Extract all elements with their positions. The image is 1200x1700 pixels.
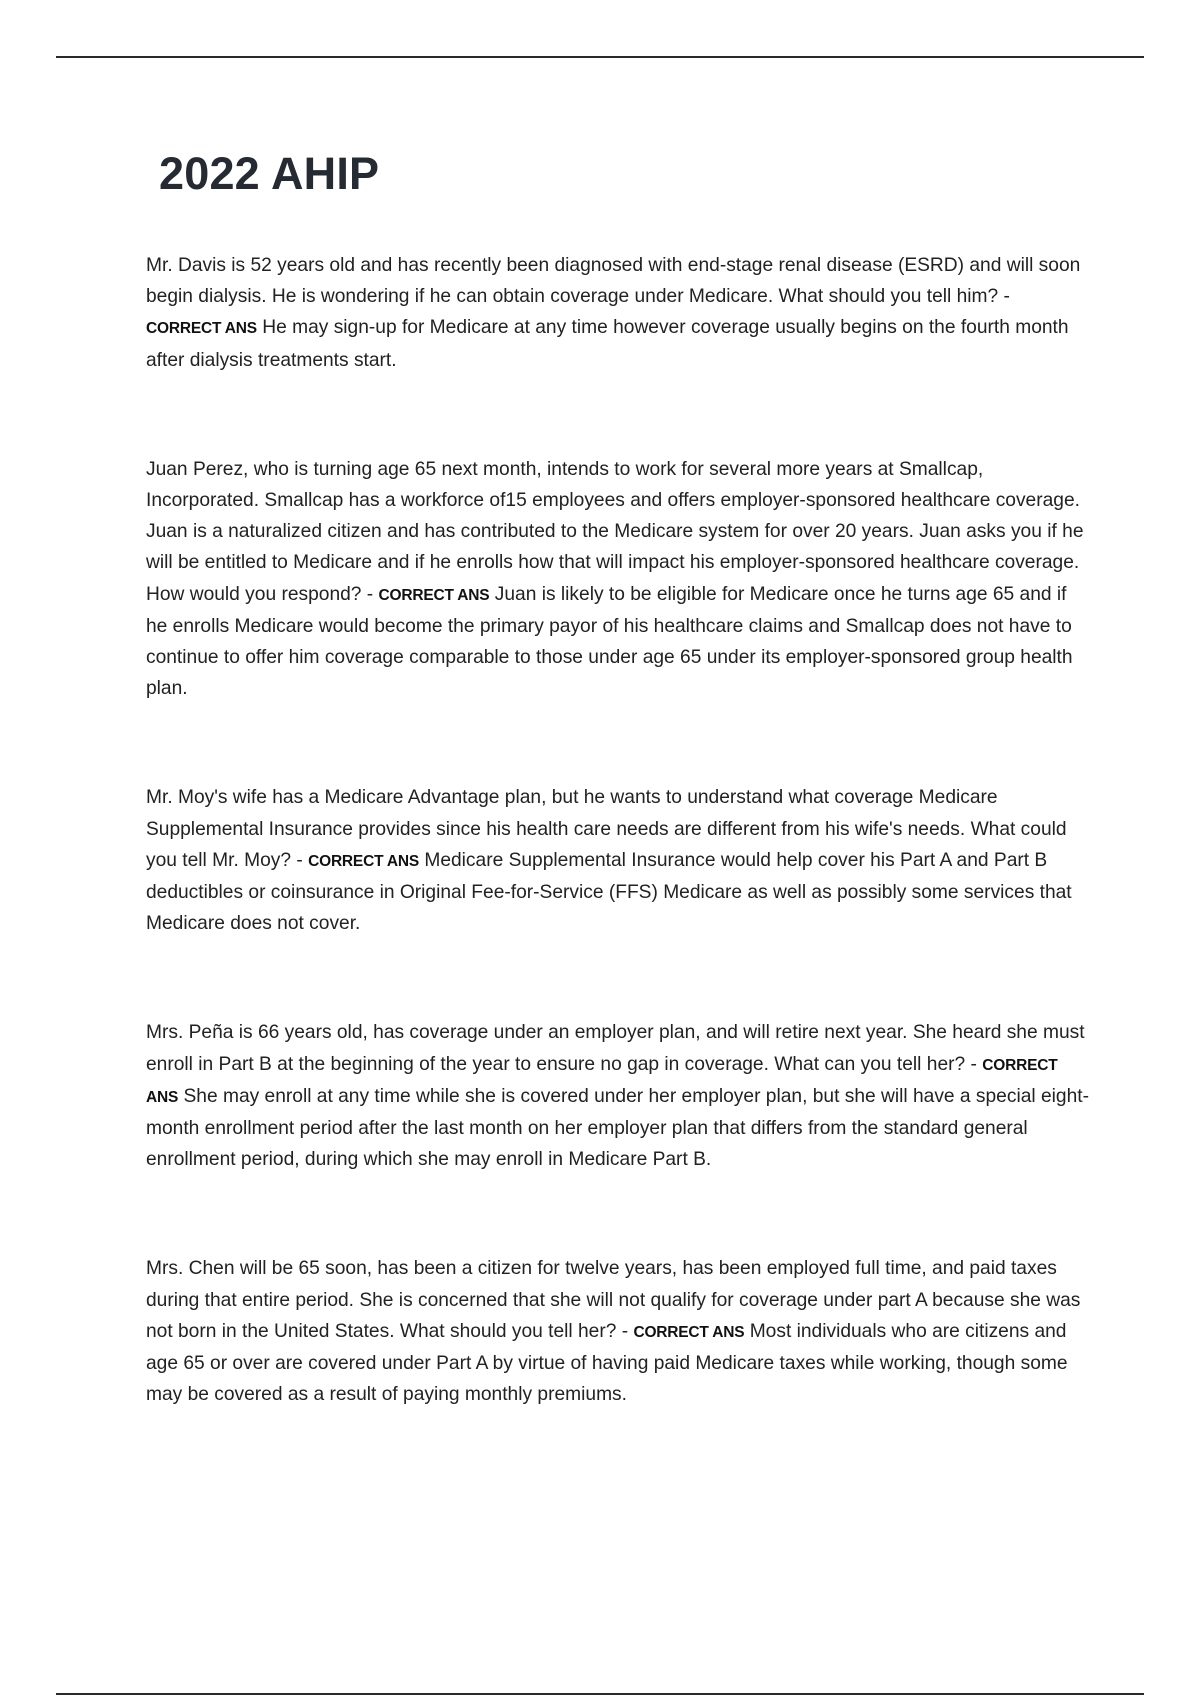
qa-item-2 (146, 454, 1090, 705)
question-text: Mrs. Chen will be 65 soon, has been a citizen for twelve years, has been employed full time, and paid taxes during that entire period. She is concerned that she will not qualify for coverage under part A because she was not born in the United States. What should you tell her? - (146, 1258, 1081, 1342)
question-text: Mr. Moy's wife has a Medicare Advantage plan, but he wants to understand what coverage Medicare Supplemental Insurance provides since his health care needs are different from his wife's needs. What could you tell Mr. Moy? - (146, 787, 1067, 871)
question-text: Mr. Davis is 52 years old and has recently been diagnosed with end-stage renal disease (ESRD) and will soon begin dialysis. He is wondering if he can obtain coverage under Medicare. What should you tell him? - (146, 255, 1081, 308)
correct-answer-label: CORRECT ANS (308, 852, 419, 870)
qa-item-1 (146, 250, 1090, 376)
question-text: Mrs. Peña is 66 years old, has coverage under an employer plan, and will retire next year. She heard she must enroll in Part B at the beginning of the year to ensure no gap in coverage. What can you tell her? - (146, 1022, 1085, 1075)
qa-item-4 (146, 1017, 1090, 1175)
answer-text: Medicare Supplemental Insurance would help cover his Part A and Part B deductibles or coinsurance in Original Fee-for-Service (FFS) Medicare as well as possibly some services that Medicare does not cover. (146, 849, 1072, 935)
top-divider (56, 56, 1144, 58)
document-title: 2022 AHIP (159, 148, 380, 199)
correct-answer-label: CORRECT ANS (633, 1323, 745, 1341)
qa-item-5 (146, 1253, 1090, 1410)
correct-answer-label: CORRECT ANS (146, 320, 257, 338)
answer-text: She may enroll at any time while she is covered under her employer plan, but she will have a special eight-month enrollment period after the last month on her employer plan that differs from the standard general enrollment period, during which she may enroll in Medicare Part B. (146, 1085, 1089, 1171)
answer-text: Most individuals who are citizens and age 65 or over are covered under Part A by virtue of having paid Medicare taxes while working, though some may be covered as a result of paying monthly premiums. (146, 1320, 1068, 1406)
answer-text: He may sign-up for Medicare at any time however coverage usually begins on the fourth month after dialysis treatments start. (146, 317, 1069, 371)
correct-answer-label: CORRECT ANS (378, 586, 490, 604)
question-answer-list (146, 250, 1090, 1410)
answer-text: Juan is likely to be eligible for Medicare once he turns age 65 and if he enrolls Medicare would become the primary payor of his healthcare claims and Smallcap does not have to continue to offer him coverage comparable to those under age 65 under its employer-sponsored group health plan. (146, 583, 1073, 700)
qa-item-3 (146, 782, 1090, 939)
question-text: Juan Perez, who is turning age 65 next month, intends to work for several more years at Smallcap, Incorporated. Smallcap has a workforce of15 employees and offers employer-sponsored healthcare coverage. Juan is a naturalized citizen and has contributed to the Medicare system for over 20 years. Juan asks you if he will be entitled to Medicare and if he enrolls how that will impact his employer-sponsored healthcare coverage. How would you respond? - (146, 458, 1084, 605)
correct-answer-label: CORRECT ANS (146, 1056, 1058, 1106)
bottom-divider (56, 1693, 1144, 1695)
